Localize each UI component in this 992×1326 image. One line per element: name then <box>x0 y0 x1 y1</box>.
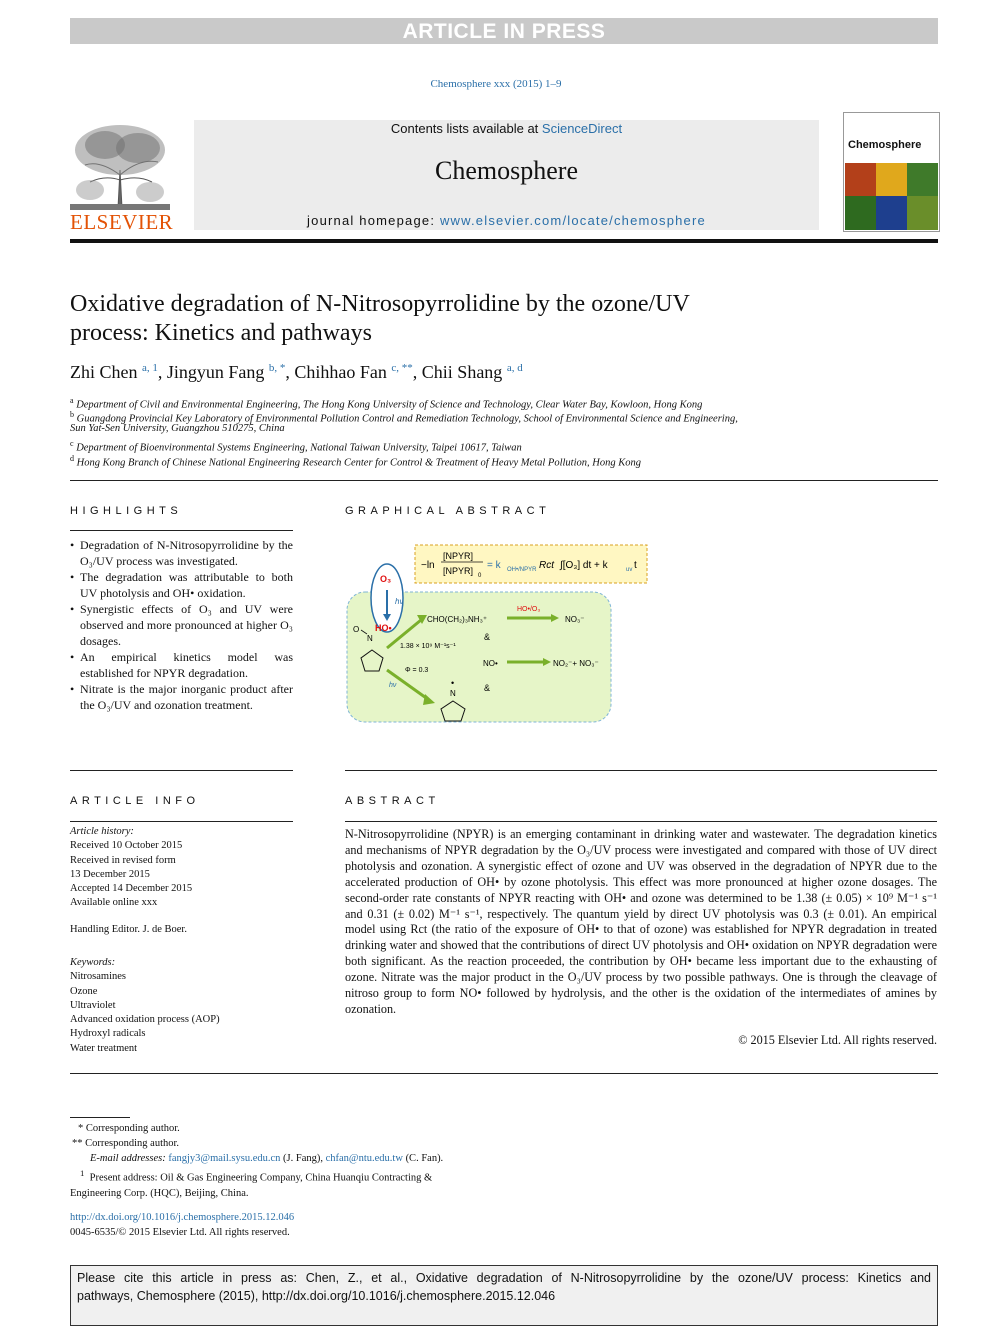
author-name[interactable]: Jingyun Fang <box>166 362 265 382</box>
eq-rhs: = k <box>487 560 501 571</box>
journal-name[interactable]: Chemosphere <box>435 156 578 185</box>
doi-link[interactable]: http://dx.doi.org/10.1016/j.chemosphere.2015.12.046 <box>70 1212 295 1223</box>
ga-dot: • <box>451 678 455 688</box>
abstract-text: N-Nitrosopyrrolidine (NPYR) is an emerging contaminant in drinking water and wastewater. The degradation kinetics and mechanisms of NPYR degradation by the O₃/UV process were investigated and compared with those of UV direct photolysis and ozonation. A synergistic effect of ozone and UV was observed in the degradation of NPYR due to the accelerated production of OH• by ozone photolysis. This effect was more pronounced at higher ozone dosages. The second-order rate constants of NPYR reacting with OH• and ozone was determined to be 1.38 (± 0.05) × 10⁹ M⁻¹ s⁻¹ and 0.31 (± 0.02) M⁻¹ s⁻¹, respectively. The quantum yield by direct UV photolysis was 0.3 (± 0.01). An empirical model using Rct (the ratio of the exposure of OH• to that of ozone) was established for NPYR degradation in treated drinking water and showed that the contributions of direct UV photolysis and OH• oxidation on NPYR degradation were both significant. As the reaction proceeded, the contribution by OH• became less important due to the exhausting of ozone. Nitrate was the major product in the O₃/UV process by two possible pathways. One is through the cleavage of nitroso group to form NO• followed by hydrolysis, and the other is the oxidation of the intermediates of amines by ozonation. <box>345 827 937 1016</box>
affiliation: $^a$ Department of Civil and Environmental Engineering, The Hong Kong University of Science and Technology, Clear Water Bay, Kowloon, Hong Kong <box>70 396 703 411</box>
elsevier-tree-logo-icon[interactable] <box>70 120 170 210</box>
ga-n-label-2: N <box>450 689 456 698</box>
article-info-rule <box>70 821 293 822</box>
keyword: Hydroxyl radicals <box>70 1028 146 1040</box>
affiliation: $^b$ Guangdong Provincial Key Laboratory of Environmental Pollution Control and Remediation Technology, School of Environmental Science and Engineering, <box>70 410 738 425</box>
history-line: Received in revised form <box>70 854 176 866</box>
ga-phi: Φ = 0.3 <box>405 667 429 674</box>
email-link[interactable]: chfan@ntu.edu.tw <box>325 1152 403 1164</box>
affiliation: $^c$ Department of Bioenvironmental Systems Engineering, National Taiwan University, Taipei 10617, Taiwan <box>70 439 522 454</box>
ga-hv2: hν <box>389 682 397 689</box>
history-line: 13 December 2015 <box>70 868 150 880</box>
eq-t: t <box>634 560 637 571</box>
handling-editor: Handling Editor. J. de Boer. <box>70 924 187 935</box>
article-history: Article history: Received 10 October 2015 Received in revised form 13 December 2015 Accepted 14 December 2015 Available online xxx <box>70 825 293 911</box>
highlights-rule <box>70 530 293 531</box>
highlights-heading: HIGHLIGHTS <box>70 505 183 517</box>
sciencedirect-link[interactable]: ScienceDirect <box>541 121 623 136</box>
ga-no2no3: NO₂⁻+ NO₃⁻ <box>553 659 599 668</box>
eq-k-sub: OH•/NPYR <box>507 567 537 573</box>
ga-rate: 1.38 × 10⁹ M⁻¹s⁻¹ <box>400 643 456 650</box>
highlight-item: • The degradation was attributable to both UV photolysis and OH• oxidation. <box>70 569 293 601</box>
email-link[interactable]: fangjy3@mail.sysu.edu.cn <box>168 1152 281 1164</box>
eq-frac-den: [NPYR] <box>443 566 474 576</box>
history-line: Accepted 14 December 2015 <box>70 883 193 895</box>
abstract-heading: ABSTRACT <box>345 795 440 807</box>
ga-no: NO• <box>483 659 498 668</box>
highlights-end-rule <box>70 770 293 771</box>
cover-title: Chemosphere <box>848 139 922 151</box>
journal-reference[interactable]: Chemosphere xxx (2015) 1–9 <box>430 78 562 90</box>
keyword: Water treatment <box>70 1042 138 1054</box>
journal-cover-thumbnail[interactable] <box>843 112 940 232</box>
graphical-abstract-figure[interactable] <box>345 540 651 730</box>
highlight-item: • An empirical kinetics model was established for NPYR degradation. <box>70 649 293 681</box>
ga-prod1: CHO(CH₂)₃NH₃⁺ <box>427 615 488 624</box>
citation-box <box>70 1265 938 1326</box>
issn-line: 0045-6535/© 2015 Elsevier Ltd. All rights reserved. <box>70 1227 290 1238</box>
highlights-list <box>70 537 293 713</box>
highlight-item: • Nitrate is the major inorganic product after the O₃/UV and ozonation treatment. <box>70 681 293 713</box>
footnotes: * Corresponding author. ** Corresponding author. E-mail addresses: fangjy3@mail.sysu.edu.cn (J. Fang), chfan@ntu.edu.tw (C. Fan). $^1$ Present address: Oil & Gas Engineering Company, China Huanqiu Contracting & Engineering Corp. (HQC), Beijing, China. <box>70 1123 444 1199</box>
keyword: Advanced oxidation process (AOP) <box>70 1014 220 1026</box>
ga-no3: NO₃⁻ <box>565 615 585 624</box>
keywords: Keywords: Nitrosamines Ozone Ultraviolet Advanced oxidation process (AOP) Hydroxyl radicals Water treatment <box>70 956 293 1056</box>
ga-hv: hν <box>395 597 404 606</box>
cover-image-icon <box>845 163 938 230</box>
history-line: Available online xxx <box>70 897 158 909</box>
cite-line: Please cite this article in press as: Chen, Z., et al., Oxidative degradation of N-Nitrosopyrrolidine by the ozone/UV process: Kinetics and <box>77 1271 931 1285</box>
ga-o3: O₃ <box>380 574 392 584</box>
author-sup[interactable]: a, d <box>506 362 523 374</box>
author-name[interactable]: Chii Shang <box>421 362 503 382</box>
author-name[interactable]: Chihhao Fan <box>294 362 387 382</box>
eq-integral: ∫[O₃] dt + k <box>560 560 608 571</box>
highlight-item: • Synergistic effects of O₃ and UV were observed and more pronounced at higher O₃ dosages. <box>70 601 293 649</box>
homepage-link[interactable]: www.elsevier.com/locate/chemosphere <box>439 213 706 228</box>
article-info-heading: ARTICLE INFO <box>70 795 200 807</box>
highlight-item: • Degradation of N-Nitrosopyrrolidine by the O₃/UV process was investigated. <box>70 537 293 569</box>
author-list: Zhi Chen $^{a, 1}$, Jingyun Fang $^{b, *}$, Chihhao Fan $^{c, **}$, Chii Shang $^{a, d}$ <box>70 362 523 382</box>
eq-kuv-sub: uv <box>626 567 633 573</box>
author-sup[interactable]: b, * <box>268 362 286 374</box>
ga-n-label: N <box>367 634 373 643</box>
contents-line: Contents lists available at ScienceDirect <box>390 121 623 136</box>
author-name[interactable]: Zhi Chen <box>70 362 138 382</box>
ga-oh: HO• <box>375 623 392 633</box>
article-title: Oxidative degradation of N-Nitrosopyrrolidine by the ozone/UV process: Kinetics and pathways <box>70 291 690 346</box>
section-divider <box>70 480 938 481</box>
eq-frac-den-sub: 0 <box>478 573 482 579</box>
graphical-abstract-end-rule <box>345 770 937 771</box>
section-divider <box>70 1073 938 1074</box>
ga-amp1: & <box>484 632 491 642</box>
copyright: © 2015 Elsevier Ltd. All rights reserved. <box>738 1033 937 1047</box>
journal-homepage: journal homepage: www.elsevier.com/locate/chemosphere <box>307 213 706 228</box>
abstract-rule <box>345 821 937 822</box>
cite-line[interactable]: pathways, Chemosphere (2015), http://dx.doi.org/10.1016/j.chemosphere.2015.12.046 <box>77 1289 556 1303</box>
header-divider <box>70 239 938 243</box>
elsevier-wordmark: ELSEVIER <box>70 210 174 234</box>
history-line: Received 10 October 2015 <box>70 840 183 852</box>
footnote-rule <box>70 1117 130 1118</box>
article-in-press-banner: ARTICLE IN PRESS <box>70 18 938 44</box>
graphical-abstract-heading: GRAPHICAL ABSTRACT <box>345 505 551 517</box>
ga-o-label: O <box>353 625 360 634</box>
eq-rct: Rct <box>539 560 554 571</box>
affiliation: $^d$ Hong Kong Branch of Chinese National Engineering Research Center for Control & Treatment of Heavy Metal Pollution, Hong Kong <box>70 454 641 469</box>
author-sup[interactable]: a, 1 <box>142 362 158 374</box>
eq-frac-num: [NPYR] <box>443 551 474 561</box>
eq-lhs: −ln <box>421 560 435 571</box>
keyword: Nitrosamines <box>70 971 126 983</box>
ga-hoo3: HO•/O₃ <box>517 606 541 613</box>
author-sup[interactable]: c, ** <box>391 362 413 374</box>
affiliation: Sun Yat-Sen University, Guangzhou 510275, China <box>70 423 285 434</box>
keyword: Ultraviolet <box>70 999 116 1011</box>
keyword: Ozone <box>70 985 98 997</box>
ga-amp2: & <box>484 683 491 693</box>
